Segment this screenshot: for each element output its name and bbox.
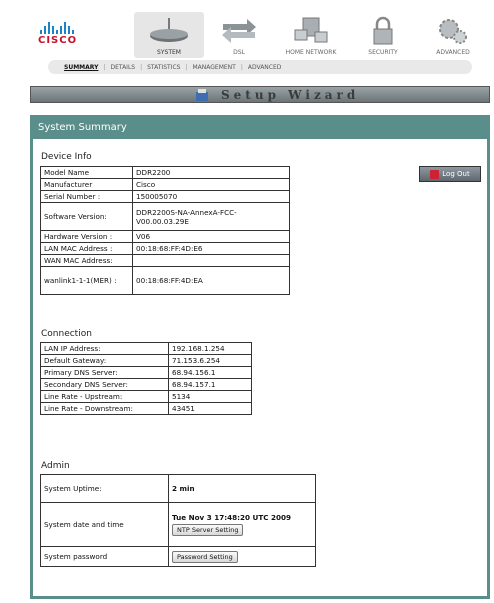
admin-heading: Admin <box>41 461 70 471</box>
subtab-details[interactable]: DETAILS <box>110 63 136 71</box>
password-label: System password <box>41 547 169 567</box>
row-key: Model Name <box>41 167 133 179</box>
sub-navigation <box>48 60 472 74</box>
row-value: 43451 <box>169 403 252 415</box>
row-key: Serial Number : <box>41 191 133 203</box>
top-navigation <box>0 0 494 84</box>
row-key: Line Rate - Upstream: <box>41 391 169 403</box>
row-key: Hardware Version : <box>41 231 133 243</box>
row-value: 150005070 <box>133 191 290 203</box>
row-value: 192.168.1.254 <box>169 343 252 355</box>
ntp-server-setting-button[interactable]: NTP Server Setting <box>172 524 243 536</box>
row-key: WAN MAC Address: <box>41 255 133 267</box>
network-icon <box>291 16 331 46</box>
row-key: Primary DNS Server: <box>41 367 169 379</box>
table-row <box>41 203 290 231</box>
subtab-statistics[interactable]: STATISTICS <box>147 63 181 71</box>
password-cell <box>169 547 316 567</box>
subtab-advanced[interactable]: ADVANCED <box>247 63 282 71</box>
row-value: DDR2200 <box>133 167 290 179</box>
table-row <box>41 367 252 379</box>
log-out-button[interactable] <box>419 166 481 182</box>
row-key: wanlink1-1-1(MER) : <box>41 267 133 295</box>
table-row <box>41 391 252 403</box>
admin-table <box>40 474 316 567</box>
subtab-management[interactable]: MANAGEMENT <box>192 63 236 71</box>
row-key: Line Rate - Downstream: <box>41 403 169 415</box>
table-row <box>41 231 290 243</box>
system-summary-panel <box>30 115 490 599</box>
table-row <box>41 267 290 295</box>
row-key: Manufacturer <box>41 179 133 191</box>
table-row <box>41 191 290 203</box>
nav-item-advanced[interactable] <box>418 12 488 58</box>
connection-heading: Connection <box>41 329 92 339</box>
table-row <box>41 179 290 191</box>
subtab-summary[interactable]: SUMMARY <box>64 63 99 71</box>
table-row <box>41 547 316 567</box>
table-row <box>41 403 252 415</box>
row-value: 00:18:68:FF:4D:EA <box>133 267 290 295</box>
logout-icon <box>430 170 439 179</box>
row-value: DDR2200S-NA-AnnexA-FCC-V00.00.03.29E <box>133 203 290 231</box>
setup-wizard-title: Setup Wizard <box>221 88 360 102</box>
page-title: System Summary <box>33 118 487 139</box>
datetime-value: Tue Nov 3 17:48:20 UTC 2009 <box>172 513 292 522</box>
row-key: LAN IP Address: <box>41 343 169 355</box>
nav-item-dsl[interactable] <box>204 12 274 58</box>
row-value: 00:18:68:FF:4D:E6 <box>133 243 290 255</box>
lock-icon <box>368 16 398 46</box>
nav-label: SECURITY <box>368 49 398 56</box>
wizard-icon <box>195 88 209 102</box>
row-value <box>133 255 290 267</box>
divider: | <box>185 63 188 71</box>
uptime-value: 2 min <box>169 475 316 503</box>
row-value: 5134 <box>169 391 252 403</box>
table-row <box>41 503 316 547</box>
device-info-table <box>40 166 290 295</box>
table-row <box>41 475 316 503</box>
nav-label: ADVANCED <box>436 49 470 56</box>
router-icon <box>147 16 191 46</box>
divider: | <box>140 63 143 71</box>
row-key: Secondary DNS Server: <box>41 379 169 391</box>
connection-table <box>40 342 252 415</box>
row-value: 71.153.6.254 <box>169 355 252 367</box>
row-value: V06 <box>133 231 290 243</box>
table-row <box>41 167 290 179</box>
log-out-label: Log Out <box>442 170 470 178</box>
table-row <box>41 255 290 267</box>
arrows-icon <box>219 16 259 44</box>
row-value: Cisco <box>133 179 290 191</box>
divider: | <box>240 63 243 71</box>
nav-item-system[interactable] <box>134 12 204 58</box>
row-key: Software Version: <box>41 203 133 231</box>
nav-item-home-network[interactable] <box>276 12 346 58</box>
nav-label: SYSTEM <box>157 49 181 56</box>
nav-label: HOME NETWORK <box>285 49 337 56</box>
nav-item-security[interactable] <box>348 12 418 58</box>
row-key: LAN MAC Address : <box>41 243 133 255</box>
gears-icon <box>436 16 470 46</box>
table-row <box>41 343 252 355</box>
cisco-logo: CISCO <box>38 20 77 46</box>
divider: | <box>103 63 106 71</box>
datetime-label: System date and time <box>41 503 169 547</box>
row-value: 68.94.157.1 <box>169 379 252 391</box>
row-key: Default Gateway: <box>41 355 169 367</box>
datetime-cell <box>169 503 316 547</box>
table-row <box>41 355 252 367</box>
password-setting-button[interactable]: Password Setting <box>172 551 238 563</box>
uptime-label: System Uptime: <box>41 475 169 503</box>
table-row <box>41 379 252 391</box>
row-value: 68.94.156.1 <box>169 367 252 379</box>
device-info-heading: Device Info <box>41 152 92 162</box>
setup-wizard-banner[interactable] <box>30 86 490 103</box>
table-row <box>41 243 290 255</box>
nav-label: DSL <box>233 49 245 56</box>
